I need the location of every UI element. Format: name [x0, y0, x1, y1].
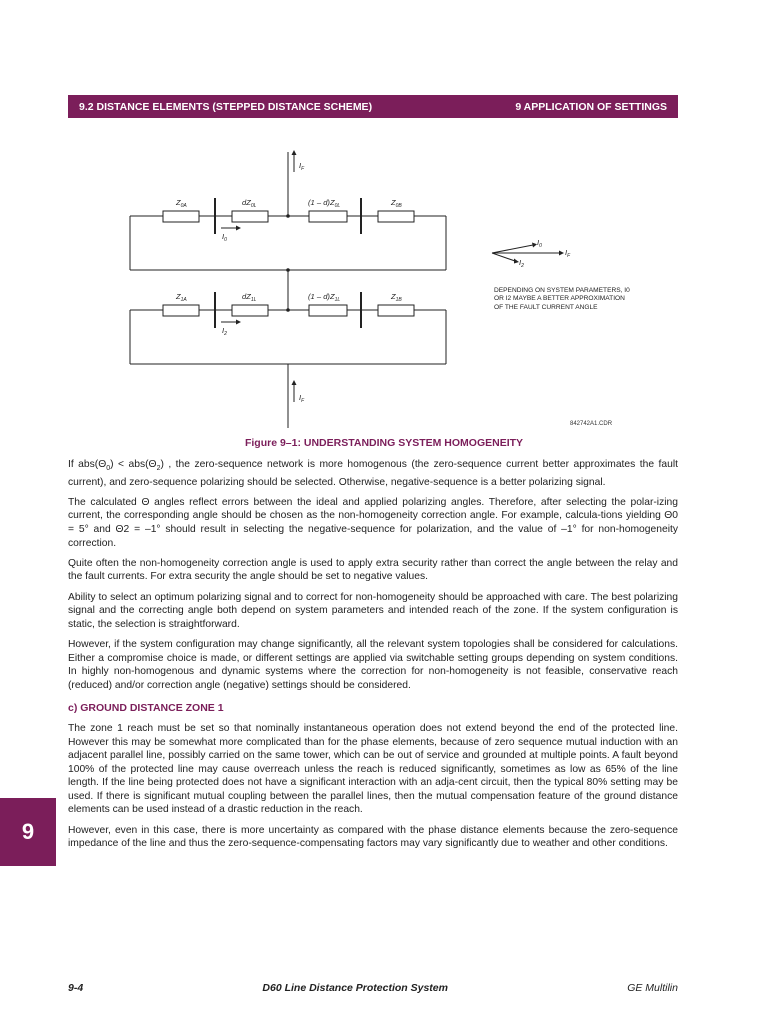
phasor-label-i2: $I_2$ — [519, 258, 524, 269]
homogeneity-diagram — [0, 0, 768, 440]
phasor-label-i0: $I_0$ — [537, 238, 542, 249]
header-chapter-title: 9 APPLICATION OF SETTINGS — [515, 100, 667, 113]
paragraph-2: The calculated Θ angles reflect errors between the ideal and applied polarizing angles. Therefore, after selecting the polar-izing current, the corresponding angle should be chosen as the non-homogeneity correction angle. For example, calcula-tions yielding Θ0 = 5° and Θ2 = –1° should result in selecting the negative-sequence for polarization, and the value of –1° for non-homogeneity correction. — [68, 496, 678, 549]
label-i2: $I_2$ — [222, 326, 227, 337]
label-z1b: $Z_{1B}$ — [391, 292, 402, 303]
label-z0a: $Z_{0A}$ — [176, 198, 187, 209]
body-text — [68, 458, 678, 857]
paragraph-5: However, if the system configuration may change significantly, all the relevant system topologies shall be considered for calculations. Either a compromise choice is made, or different settings are applied via switchable setting groups depending on system conditions. In highly non-homogenous and dynamic systems where the correction for non-homogeneity is not feasible, conservative reach (reduced) and/or correction angle (negative) settings should be considered. — [68, 638, 678, 691]
header-section-title: 9.2 DISTANCE ELEMENTS (STEPPED DISTANCE SCHEME) — [79, 100, 373, 113]
label-if-top: $I_F$ — [299, 161, 305, 172]
paragraph-1: If $abs(\Theta_0) < abs(\Theta_2)$ , the zero-sequence network is more homogenous (the zero-sequence current better approximates the fault current), and zero-sequence polarizing should be selected. Otherwise, negative-sequence is a better polarizing signal. — [68, 459, 678, 488]
page-footer — [68, 982, 678, 994]
label-if-bottom: $I_F$ — [299, 393, 305, 404]
label-dz1l: $dZ_{1L}$ — [242, 292, 257, 303]
paragraph-3: Quite often the non-homogeneity correction angle is used to apply extra security rather than correct the angle between the relay and the fault currents. For extra security the angle should be set to negative values. — [68, 557, 678, 583]
page-number: 9-4 — [68, 982, 84, 994]
figure-note: DEPENDING ON SYSTEM PARAMETERS, I0 OR I2 MAYBE A BETTER APPROXIMATION OF THE FAULT CURRENT ANGLE — [494, 287, 630, 311]
label-z0b: $Z_{0B}$ — [391, 198, 402, 209]
paragraph-4: Ability to select an optimum polarizing signal and to correct for non-homogeneity should be approached with care. The best polarizing signal and the correcting angle both depend on system parameters and intended reach of the zone. If the system configuration is static, the selection is straightforward. — [68, 591, 678, 630]
label-dz0l: $dZ_{0L}$ — [242, 198, 257, 209]
phasor-label-if: $I_F$ — [565, 248, 571, 259]
chapter-tab: 9 — [0, 798, 56, 866]
figure-title: Figure 9–1: UNDERSTANDING SYSTEM HOMOGENEITY — [244, 437, 524, 449]
section-heading: c) GROUND DISTANCE ZONE 1 — [68, 702, 224, 715]
label-1-d-z0l: $(1 - d)Z_{0L}$ — [308, 198, 341, 209]
label-1-d-z1l: $(1 - d)Z_{1L}$ — [308, 292, 341, 303]
publisher: GE Multilin — [627, 982, 678, 994]
paragraph-6: The zone 1 reach must be set so that nominally instantaneous operation does not extend beyond the end of the protected line. However this may be somewhat more complicated than for the phase elements, because of zero sequence mutual induction with an adjacent parallel line, possibly carried on the same tower, which can be out of service and grounded at multiple points. A fault beyond 100% of the protected line may cause overreach unless the reach is reduced significantly, sometimes as low as 65% of the line length. If the line being protected does not have a significant interaction with an adja-cent circuit, then the typical 80% setting may be used. If there is significant mutual coupling between the parallel lines, then the mutual compensation feature of the ground distance elements can be used instead of a drastic reduction in the reach. — [68, 722, 678, 816]
manual-title: D60 Line Distance Protection System — [262, 982, 448, 994]
figure-code: 842742A1.CDR — [570, 421, 613, 427]
paragraph-7: However, even in this case, there is more uncertainty as compared with the phase distance elements because the zero-sequence impedance of the line and thus the zero-sequence-compensating factors may vary significantly due to weather and other conditions. — [68, 824, 678, 850]
label-z1a: $Z_{1A}$ — [176, 292, 187, 303]
label-i0: $I_0$ — [222, 232, 227, 243]
